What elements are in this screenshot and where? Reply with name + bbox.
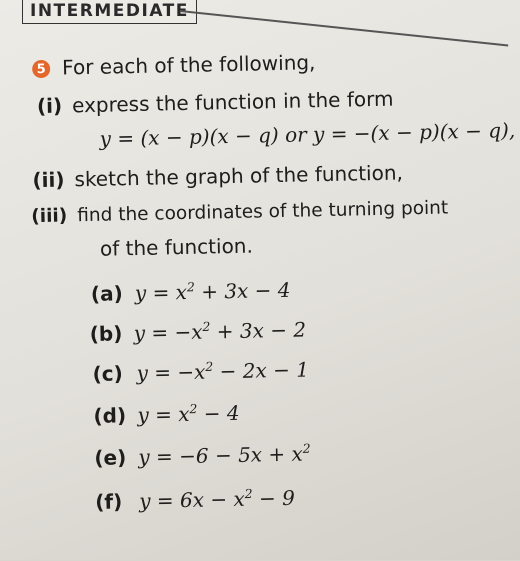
- instruction-label: (iii): [31, 205, 68, 228]
- part-label: (c): [92, 360, 123, 386]
- part-item: [95, 485, 295, 514]
- part-equation: $y = 6x - x^2 - 9$: [138, 485, 296, 513]
- part-label: (b): [89, 320, 123, 346]
- part-label: (e): [94, 444, 127, 470]
- section-band: INTERMEDIATE: [22, 0, 197, 24]
- instruction-label: (i): [36, 93, 63, 119]
- instruction-i: [37, 87, 394, 118]
- part-item: [93, 400, 240, 428]
- part-label: (d): [93, 402, 127, 428]
- part-equation: $y = x^2 - 4$: [137, 400, 240, 427]
- question-number-badge: 5: [32, 60, 50, 78]
- part-label: (a): [90, 280, 123, 306]
- instruction-iii: [31, 197, 448, 227]
- part-item: [92, 356, 309, 385]
- instruction-form: y = (x − p)(x − q) or y = −(x − p)(x − q),: [99, 118, 516, 151]
- instruction-text: find the coordinates of the turning point: [76, 197, 449, 227]
- instruction-ii: [32, 160, 403, 192]
- part-equation: $y = -x^2 + 3x - 2$: [133, 317, 307, 345]
- instruction-label: (ii): [32, 167, 65, 193]
- part-item: [91, 277, 291, 306]
- part-equation: $y = -x^2 - 2x - 1$: [136, 357, 310, 385]
- instruction-text: sketch the graph of the function,: [74, 160, 404, 192]
- instruction-continued: of the function.: [99, 233, 254, 261]
- part-label: (f): [95, 489, 123, 514]
- part-item: [89, 316, 306, 345]
- question-intro: For each of the following,: [61, 50, 316, 80]
- part-equation: $y = -6 - 5x + x^2$: [138, 440, 311, 469]
- part-item: [94, 440, 311, 469]
- part-equation: $y = x^2 + 3x - 4$: [134, 277, 291, 305]
- instruction-text: express the function in the form: [71, 86, 394, 118]
